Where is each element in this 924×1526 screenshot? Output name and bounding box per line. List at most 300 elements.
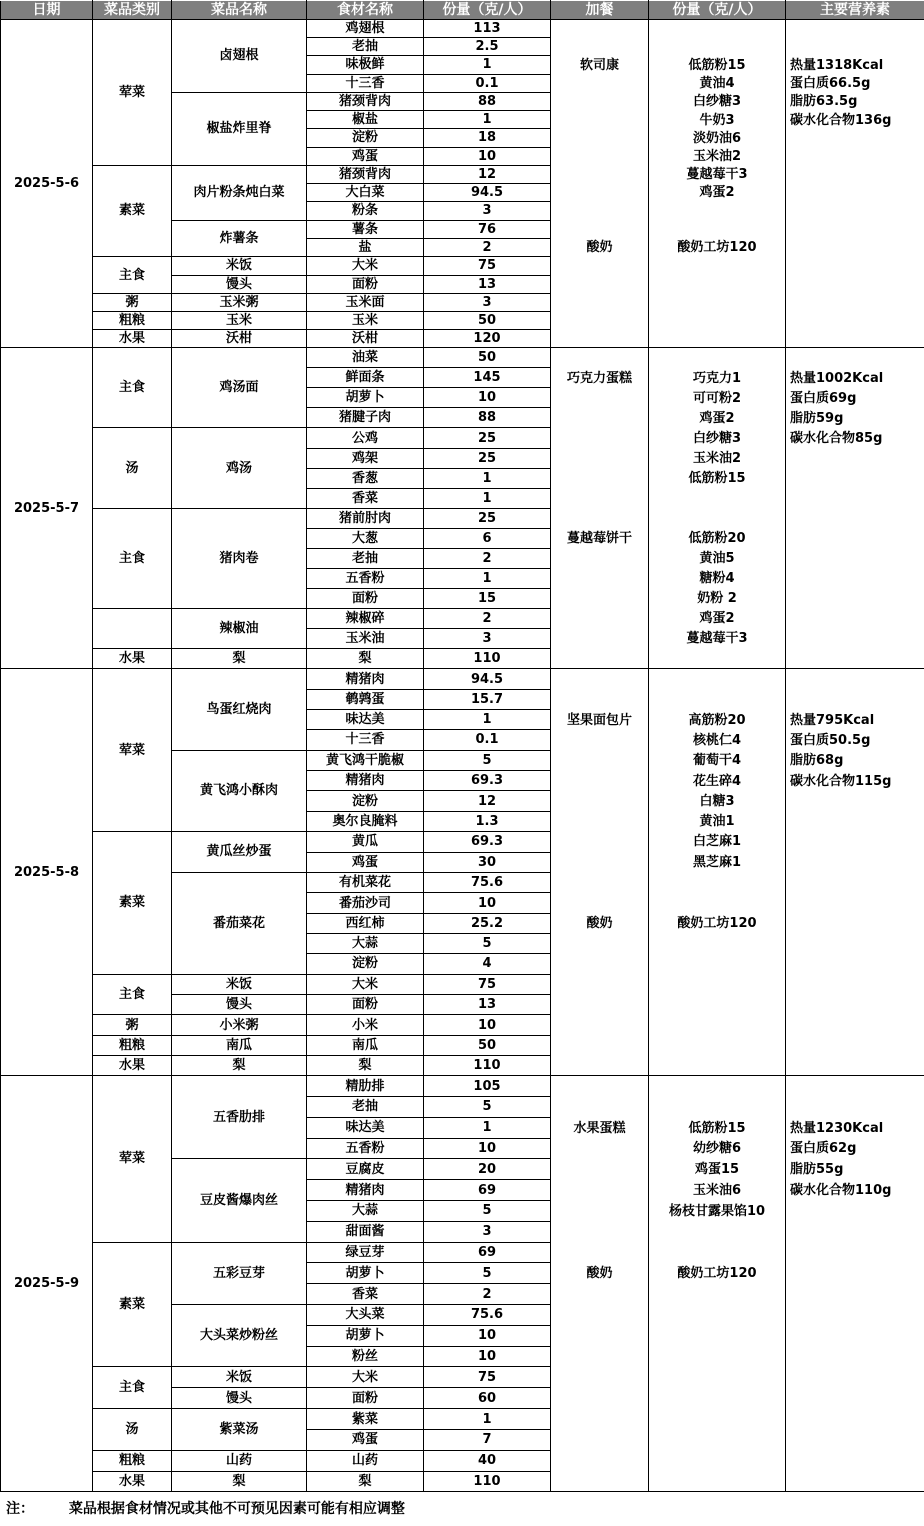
amount-cell: 3 bbox=[424, 629, 551, 649]
nutrition-column-line bbox=[786, 129, 924, 147]
amount-cell: 75 bbox=[424, 974, 551, 995]
nutrition-column-line bbox=[786, 1263, 924, 1284]
extra-portion-column-line bbox=[649, 954, 785, 974]
extra-meal-column-line bbox=[551, 202, 648, 220]
extra-portion-column-line: 玉米油6 bbox=[692, 1182, 742, 1198]
amount-cell: 1 bbox=[424, 1409, 551, 1430]
extra-portion-column-line: 酸奶工坊120 bbox=[677, 1265, 757, 1281]
extra-meal-column-line bbox=[551, 648, 648, 668]
amount-cell: 50 bbox=[424, 312, 551, 330]
nutrition-column-line bbox=[786, 1097, 924, 1118]
extra-meal-column-line: 酸奶 bbox=[586, 915, 613, 931]
nutrition-column-line bbox=[786, 791, 924, 811]
nutrition-column-line bbox=[786, 608, 924, 628]
date-cell: 2025-5-8 bbox=[1, 669, 93, 1076]
amount-cell: 10 bbox=[424, 893, 551, 913]
amount-cell: 88 bbox=[424, 408, 551, 428]
category-cell: 水果 bbox=[93, 1056, 172, 1076]
nutrition-column-line bbox=[786, 811, 924, 831]
extra-portion-column-line: 鸡蛋2 bbox=[699, 410, 735, 426]
category-cell: 素菜 bbox=[93, 832, 172, 975]
extra-meal-column-line bbox=[551, 293, 648, 311]
category-cell: 粥 bbox=[93, 293, 172, 311]
amount-cell: 2 bbox=[424, 239, 551, 257]
dish-cell: 沃柑 bbox=[172, 330, 307, 348]
header-row bbox=[1, 1, 924, 20]
nutrition-column-line bbox=[786, 1429, 924, 1450]
nutrition-column-line bbox=[786, 872, 924, 892]
ingredient-cell: 淀粉 bbox=[307, 129, 424, 147]
extra-portion-column bbox=[649, 1076, 786, 1492]
nutrition-column-line: 碳水化合物115g bbox=[790, 773, 892, 789]
extra-meal-column-line bbox=[551, 1305, 648, 1326]
amount-cell: 1 bbox=[424, 56, 551, 74]
extra-meal-column-line bbox=[551, 811, 648, 831]
extra-portion-column-line bbox=[649, 1471, 785, 1492]
extra-portion-column bbox=[649, 669, 786, 1076]
amount-cell: 105 bbox=[424, 1076, 551, 1097]
nutrition-column-line bbox=[786, 1450, 924, 1471]
extra-meal-column-line bbox=[551, 933, 648, 953]
extra-meal-column-line bbox=[551, 93, 648, 111]
amount-cell: 110 bbox=[424, 1056, 551, 1076]
ingredient-cell: 面粉 bbox=[307, 995, 424, 1015]
extra-meal-column-line bbox=[551, 468, 648, 488]
amount-cell: 75.6 bbox=[424, 1304, 551, 1325]
amount-cell: 15 bbox=[424, 589, 551, 609]
extra-meal-column-line: 蔓越莓饼干 bbox=[566, 530, 632, 546]
extra-portion-column-line bbox=[649, 933, 785, 953]
extra-portion-column-line: 葡萄干4 bbox=[692, 753, 742, 769]
extra-portion-column-line: 鸡蛋2 bbox=[699, 185, 735, 201]
extra-portion-column-line: 蔓越莓干3 bbox=[686, 167, 748, 183]
category-cell: 水果 bbox=[93, 1471, 172, 1492]
amount-cell: 7 bbox=[424, 1430, 551, 1451]
ingredient-cell: 黄飞鸿干脆椒 bbox=[307, 750, 424, 771]
header-date: 日期 bbox=[1, 1, 93, 20]
amount-cell: 2 bbox=[424, 609, 551, 629]
amount-cell: 2 bbox=[424, 549, 551, 569]
extra-meal-column-line bbox=[551, 1014, 648, 1034]
dish-cell: 梨 bbox=[172, 1471, 307, 1492]
date-cell: 2025-5-6 bbox=[1, 20, 93, 348]
amount-cell: 1 bbox=[424, 488, 551, 508]
dish-cell: 五彩豆芽 bbox=[172, 1242, 307, 1304]
nutrition-column-line bbox=[786, 293, 924, 311]
extra-portion-column-line: 蔓越莓干3 bbox=[686, 630, 748, 646]
ingredient-cell: 油菜 bbox=[307, 348, 424, 368]
extra-portion-column-line bbox=[649, 1284, 785, 1305]
amount-cell: 30 bbox=[424, 852, 551, 872]
nutrition-column-line bbox=[786, 548, 924, 568]
amount-cell: 75 bbox=[424, 257, 551, 275]
amount-cell: 12 bbox=[424, 791, 551, 811]
ingredient-cell: 大米 bbox=[307, 1367, 424, 1388]
dish-cell: 辣椒油 bbox=[172, 609, 307, 649]
ingredient-cell: 五香粉 bbox=[307, 1138, 424, 1159]
dish-cell: 米饭 bbox=[172, 1367, 307, 1388]
extra-meal-column-line: 软司康 bbox=[579, 57, 619, 73]
extra-meal-column bbox=[551, 20, 649, 348]
ingredient-cell: 大米 bbox=[307, 974, 424, 995]
ingredient-cell: 大葱 bbox=[307, 529, 424, 549]
extra-meal-column-line bbox=[551, 1408, 648, 1429]
category-cell: 粗粮 bbox=[93, 312, 172, 330]
extra-meal-column-line bbox=[551, 129, 648, 147]
amount-cell: 3 bbox=[424, 202, 551, 220]
extra-portion-column-line bbox=[649, 202, 785, 220]
nutrition-column bbox=[786, 669, 924, 1076]
extra-meal-column-line bbox=[551, 548, 648, 568]
extra-meal-column-line bbox=[551, 568, 648, 588]
amount-cell: 110 bbox=[424, 649, 551, 669]
nutrition-column-line bbox=[786, 508, 924, 528]
nutrition-column-line bbox=[786, 1076, 924, 1097]
nutrition-column-line: 蛋白质62g bbox=[790, 1141, 857, 1157]
extra-portion-column-line bbox=[649, 648, 785, 668]
amount-cell: 69 bbox=[424, 1180, 551, 1201]
extra-portion-column-line: 可可粉2 bbox=[692, 390, 742, 406]
extra-meal-column-line bbox=[551, 20, 648, 38]
extra-meal-column-line bbox=[551, 1076, 648, 1097]
extra-meal-column-line bbox=[551, 1222, 648, 1243]
extra-meal-column-line bbox=[551, 1097, 648, 1118]
extra-portion-column-line: 黄油4 bbox=[699, 76, 735, 92]
amount-cell: 6 bbox=[424, 529, 551, 549]
extra-meal-column-line bbox=[551, 147, 648, 165]
amount-cell: 15.7 bbox=[424, 689, 551, 709]
extra-portion-column-line: 糖粉4 bbox=[699, 570, 735, 586]
extra-portion-column-line: 黑芝麻1 bbox=[692, 854, 742, 870]
ingredient-cell: 香葱 bbox=[307, 468, 424, 488]
ingredient-cell: 沃柑 bbox=[307, 330, 424, 348]
ingredient-cell: 公鸡 bbox=[307, 428, 424, 448]
extra-meal-column-line bbox=[551, 1346, 648, 1367]
extra-meal-column-line bbox=[551, 1450, 648, 1471]
extra-meal-column-line: 水果蛋糕 bbox=[573, 1120, 626, 1136]
dish-cell: 五香肋排 bbox=[172, 1076, 307, 1159]
ingredient-cell: 老抽 bbox=[307, 1097, 424, 1118]
nutrition-column-line bbox=[786, 38, 924, 56]
extra-meal-column-line: 坚果面包片 bbox=[566, 712, 632, 728]
amount-cell: 69.3 bbox=[424, 832, 551, 853]
amount-cell: 25 bbox=[424, 428, 551, 448]
extra-portion-column-line bbox=[649, 1076, 785, 1097]
ingredient-cell: 大米 bbox=[307, 257, 424, 275]
extra-meal-column-line bbox=[551, 408, 648, 428]
extra-portion-column-line: 黄油5 bbox=[699, 550, 735, 566]
extra-meal-column-line bbox=[551, 791, 648, 811]
extra-portion-column-line: 低筋粉15 bbox=[688, 1120, 746, 1136]
amount-cell: 25 bbox=[424, 448, 551, 468]
dish-cell: 肉片粉条炖白菜 bbox=[172, 165, 307, 220]
ingredient-cell: 五香粉 bbox=[307, 569, 424, 589]
extra-meal-column-line bbox=[551, 220, 648, 238]
amount-cell: 94.5 bbox=[424, 184, 551, 202]
extra-meal-column-line bbox=[551, 75, 648, 93]
extra-meal-column-line bbox=[551, 690, 648, 710]
extra-meal-column-line bbox=[551, 488, 648, 508]
ingredient-cell: 淀粉 bbox=[307, 791, 424, 811]
amount-cell: 5 bbox=[424, 1263, 551, 1284]
category-cell: 水果 bbox=[93, 330, 172, 348]
amount-cell: 75 bbox=[424, 1367, 551, 1388]
extra-portion-column-line: 酸奶工坊120 bbox=[677, 239, 757, 255]
ingredient-cell: 梨 bbox=[307, 1471, 424, 1492]
ingredient-cell: 鹌鹑蛋 bbox=[307, 689, 424, 709]
extra-meal-column-line bbox=[551, 448, 648, 468]
date-cell: 2025-5-9 bbox=[1, 1076, 93, 1492]
category-cell: 主食 bbox=[93, 974, 172, 1015]
ingredient-cell: 胡萝卜 bbox=[307, 1325, 424, 1346]
nutrition-column-line bbox=[786, 166, 924, 184]
extra-meal-column-line bbox=[551, 166, 648, 184]
extra-meal-column-line bbox=[551, 1242, 648, 1263]
extra-meal-column-line bbox=[551, 311, 648, 329]
ingredient-cell: 鸡蛋 bbox=[307, 1430, 424, 1451]
nutrition-column-line bbox=[786, 1388, 924, 1409]
nutrition-column-line bbox=[786, 311, 924, 329]
extra-meal-column bbox=[551, 348, 649, 669]
category-cell: 水果 bbox=[93, 649, 172, 669]
extra-portion-column-line: 幼纱糖6 bbox=[692, 1141, 742, 1157]
amount-cell: 18 bbox=[424, 129, 551, 147]
extra-portion-column-line: 白纱糖3 bbox=[692, 430, 742, 446]
extra-meal-column bbox=[551, 1076, 649, 1492]
nutrition-column bbox=[786, 348, 924, 669]
nutrition-column-line bbox=[786, 568, 924, 588]
dish-cell: 玉米粥 bbox=[172, 293, 307, 311]
ingredient-cell: 大蒜 bbox=[307, 933, 424, 953]
extra-meal-column-line bbox=[551, 388, 648, 408]
nutrition-column-line: 脂肪55g bbox=[790, 1162, 844, 1178]
category-cell: 主食 bbox=[93, 508, 172, 608]
ingredient-cell: 鸡蛋 bbox=[307, 852, 424, 872]
dish-cell: 山药 bbox=[172, 1450, 307, 1471]
amount-cell: 10 bbox=[424, 388, 551, 408]
extra-meal-column-line bbox=[551, 1055, 648, 1075]
nutrition-column-line bbox=[786, 690, 924, 710]
nutrition-column-line bbox=[786, 1305, 924, 1326]
category-cell: 主食 bbox=[93, 257, 172, 294]
nutrition-column-line bbox=[786, 348, 924, 368]
ingredient-cell: 大头菜 bbox=[307, 1304, 424, 1325]
footer-label: 注： bbox=[6, 1501, 34, 1517]
amount-cell: 3 bbox=[424, 293, 551, 311]
ingredient-cell: 西红柿 bbox=[307, 913, 424, 933]
dish-cell: 椒盐炸里脊 bbox=[172, 92, 307, 165]
ingredient-cell: 精肋排 bbox=[307, 1076, 424, 1097]
ingredient-cell: 面粉 bbox=[307, 589, 424, 609]
extra-portion-column-line bbox=[649, 1388, 785, 1409]
dish-cell: 南瓜 bbox=[172, 1035, 307, 1055]
dish-cell: 玉米 bbox=[172, 312, 307, 330]
ingredient-cell: 黄瓜 bbox=[307, 832, 424, 853]
nutrition-column-line: 蛋白质69g bbox=[790, 390, 857, 406]
amount-cell: 110 bbox=[424, 1471, 551, 1492]
dish-cell: 米饭 bbox=[172, 257, 307, 275]
amount-cell: 20 bbox=[424, 1159, 551, 1180]
extra-portion-column-line bbox=[649, 1450, 785, 1471]
nutrition-column-line bbox=[786, 220, 924, 238]
extra-portion-column-line bbox=[649, 1305, 785, 1326]
header-extra-meal: 加餐 bbox=[551, 1, 649, 20]
extra-portion-column-line: 酸奶工坊120 bbox=[677, 915, 757, 931]
extra-meal-column-line bbox=[551, 111, 648, 129]
extra-portion-column-line bbox=[649, 893, 785, 913]
dish-cell: 猪肉卷 bbox=[172, 508, 307, 608]
ingredient-cell: 辣椒碎 bbox=[307, 609, 424, 629]
nutrition-column-line bbox=[786, 852, 924, 872]
dish-cell: 馒头 bbox=[172, 995, 307, 1015]
amount-cell: 60 bbox=[424, 1388, 551, 1409]
amount-cell: 0.1 bbox=[424, 74, 551, 92]
ingredient-cell: 紫菜 bbox=[307, 1409, 424, 1430]
dish-cell: 豆皮酱爆肉丝 bbox=[172, 1159, 307, 1242]
ingredient-cell: 山药 bbox=[307, 1450, 424, 1471]
header-category: 菜品类别 bbox=[93, 1, 172, 20]
category-cell: 汤 bbox=[93, 1409, 172, 1451]
ingredient-cell: 精猪肉 bbox=[307, 771, 424, 791]
extra-portion-column-line: 淡奶油6 bbox=[692, 130, 742, 146]
extra-portion-column-line bbox=[649, 348, 785, 368]
amount-cell: 12 bbox=[424, 165, 551, 183]
category-cell: 汤 bbox=[93, 428, 172, 508]
nutrition-column-line bbox=[786, 275, 924, 293]
nutrition-column-line bbox=[786, 528, 924, 548]
dish-cell: 鸡汤面 bbox=[172, 348, 307, 428]
extra-portion-column-line: 巧克力1 bbox=[692, 370, 742, 386]
dish-cell: 梨 bbox=[172, 649, 307, 669]
extra-meal-column-line bbox=[551, 974, 648, 994]
category-cell: 素菜 bbox=[93, 1242, 172, 1367]
amount-cell: 69 bbox=[424, 1242, 551, 1263]
extra-portion-column-line bbox=[649, 329, 785, 347]
extra-meal-column-line bbox=[551, 1139, 648, 1160]
extra-meal-column-line bbox=[551, 588, 648, 608]
extra-portion-column-line: 高筋粉20 bbox=[688, 712, 746, 728]
amount-cell: 3 bbox=[424, 1221, 551, 1242]
nutrition-column-line bbox=[786, 1471, 924, 1492]
ingredient-cell: 老抽 bbox=[307, 38, 424, 56]
extra-portion-column-line: 牛奶3 bbox=[699, 112, 735, 128]
ingredient-cell: 甜面酱 bbox=[307, 1221, 424, 1242]
ingredient-cell: 猪腱子肉 bbox=[307, 408, 424, 428]
ingredient-cell: 椒盐 bbox=[307, 111, 424, 129]
nutrition-column-line bbox=[786, 184, 924, 202]
extra-meal-column-line bbox=[551, 608, 648, 628]
extra-portion-column-line bbox=[649, 488, 785, 508]
nutrition-column-line bbox=[786, 448, 924, 468]
ingredient-cell: 淀粉 bbox=[307, 954, 424, 974]
ingredient-cell: 玉米油 bbox=[307, 629, 424, 649]
nutrition-column-line bbox=[786, 954, 924, 974]
amount-cell: 50 bbox=[424, 1035, 551, 1055]
amount-cell: 5 bbox=[424, 750, 551, 771]
extra-portion-column-line: 白芝麻1 bbox=[692, 834, 742, 850]
nutrition-column-line bbox=[786, 588, 924, 608]
nutrition-column-line: 蛋白质50.5g bbox=[790, 732, 871, 748]
amount-cell: 25 bbox=[424, 508, 551, 528]
nutrition-column-line bbox=[786, 1346, 924, 1367]
extra-portion-column-line bbox=[649, 275, 785, 293]
amount-cell: 1 bbox=[424, 709, 551, 729]
extra-portion-column-line: 奶粉 2 bbox=[697, 590, 737, 606]
nutrition-column-line bbox=[786, 1222, 924, 1243]
amount-cell: 2.5 bbox=[424, 38, 551, 56]
extra-meal-column-line bbox=[551, 428, 648, 448]
extra-portion-column-line bbox=[649, 293, 785, 311]
amount-cell: 5 bbox=[424, 1201, 551, 1222]
nutrition-column-line bbox=[786, 1014, 924, 1034]
ingredient-cell: 精猪肉 bbox=[307, 1180, 424, 1201]
category-cell: 粗粮 bbox=[93, 1035, 172, 1055]
extra-meal-column-line bbox=[551, 1201, 648, 1222]
nutrition-column-line: 脂肪63.5g bbox=[790, 94, 858, 110]
header-ingredient: 食材名称 bbox=[307, 1, 424, 20]
extra-meal-column-line bbox=[551, 1180, 648, 1201]
menu-row bbox=[1, 20, 924, 38]
extra-meal-column-line bbox=[551, 852, 648, 872]
extra-portion-column-line bbox=[649, 994, 785, 1014]
extra-meal-column-line bbox=[551, 1429, 648, 1450]
footer-text: 菜品根据食材情况或其他不可预见因素可能有相应调整 bbox=[68, 1501, 405, 1517]
ingredient-cell: 老抽 bbox=[307, 549, 424, 569]
nutrition-column-line bbox=[786, 20, 924, 38]
nutrition-column-line bbox=[786, 147, 924, 165]
header-nutrition: 主要营养素 bbox=[786, 1, 924, 20]
menu-body bbox=[1, 20, 924, 1492]
amount-cell: 94.5 bbox=[424, 669, 551, 689]
ingredient-cell: 猪颈背肉 bbox=[307, 165, 424, 183]
category-cell: 粥 bbox=[93, 1015, 172, 1035]
ingredient-cell: 猪前肘肉 bbox=[307, 508, 424, 528]
extra-portion-column-line: 鸡蛋15 bbox=[694, 1162, 740, 1178]
extra-meal-column-line: 巧克力蛋糕 bbox=[566, 370, 632, 386]
extra-portion-column-line: 玉米油2 bbox=[692, 148, 742, 164]
ingredient-cell: 香菜 bbox=[307, 1284, 424, 1305]
extra-portion-column-line bbox=[649, 974, 785, 994]
ingredient-cell: 豆腐皮 bbox=[307, 1159, 424, 1180]
extra-meal-column-line bbox=[551, 508, 648, 528]
amount-cell: 113 bbox=[424, 20, 551, 38]
dish-cell: 大头菜炒粉丝 bbox=[172, 1304, 307, 1366]
amount-cell: 25.2 bbox=[424, 913, 551, 933]
extra-meal-column-line bbox=[551, 1367, 648, 1388]
nutrition-column-line bbox=[786, 1367, 924, 1388]
amount-cell: 50 bbox=[424, 348, 551, 368]
nutrition-column-line bbox=[786, 933, 924, 953]
extra-portion-column-line: 花生碎4 bbox=[692, 773, 742, 789]
amount-cell: 1 bbox=[424, 111, 551, 129]
nutrition-column-line bbox=[786, 488, 924, 508]
ingredient-cell: 面粉 bbox=[307, 1388, 424, 1409]
nutrition-column-line bbox=[786, 256, 924, 274]
extra-meal-column-line bbox=[551, 275, 648, 293]
category-cell: 主食 bbox=[93, 348, 172, 428]
amount-cell: 1.3 bbox=[424, 811, 551, 831]
category-cell: 粗粮 bbox=[93, 1450, 172, 1471]
amount-cell: 69.3 bbox=[424, 771, 551, 791]
extra-meal-column-line bbox=[551, 893, 648, 913]
ingredient-cell: 奥尔良腌料 bbox=[307, 811, 424, 831]
nutrition-column-line bbox=[786, 832, 924, 852]
ingredient-cell: 十三香 bbox=[307, 730, 424, 750]
amount-cell: 0.1 bbox=[424, 730, 551, 750]
extra-portion-column bbox=[649, 348, 786, 669]
amount-cell: 13 bbox=[424, 275, 551, 293]
ingredient-cell: 胡萝卜 bbox=[307, 1263, 424, 1284]
